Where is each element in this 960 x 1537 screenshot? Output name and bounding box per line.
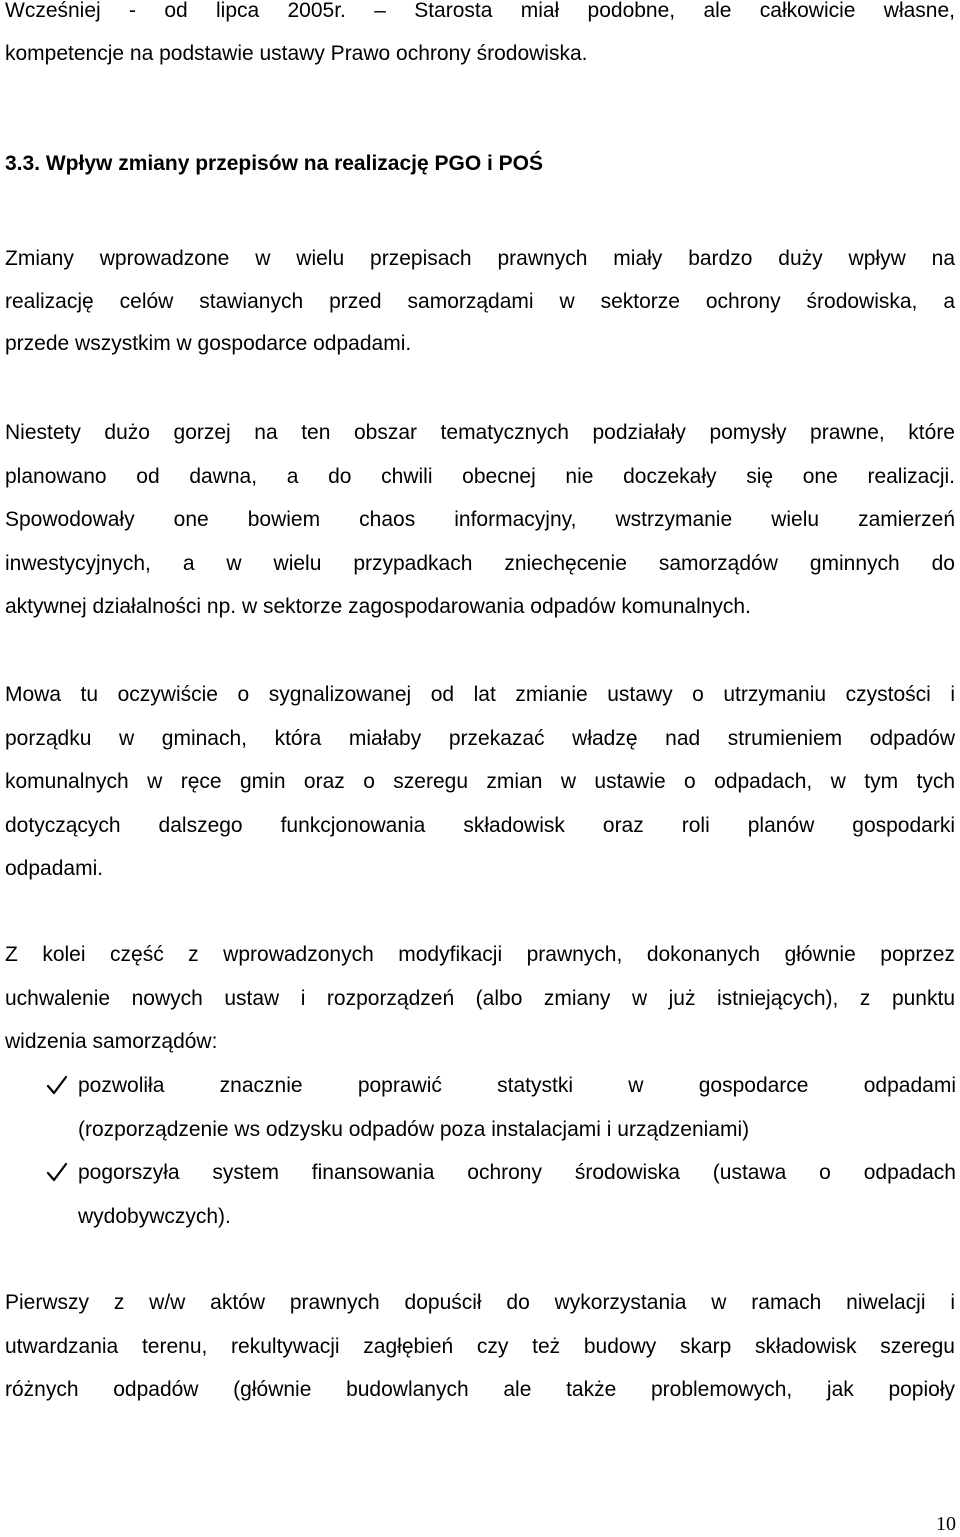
text-line: dotyczących dalszego funkcjonowania składowisk oraz roli planów gospodarki	[5, 813, 955, 837]
paragraph-4	[5, 933, 955, 1064]
paragraph-3	[5, 673, 955, 891]
text-line: pogorszyła system finansowania ochrony środowiska (ustawa o odpadach	[78, 1161, 956, 1185]
text-line: odpadami.	[5, 857, 104, 881]
text-line: porządku w gminach, która miałaby przekazać władzę nad strumieniem odpadów	[5, 726, 955, 750]
text-line: przede wszystkim w gospodarce odpadami.	[5, 332, 412, 356]
paragraph-2	[5, 411, 955, 629]
paragraph-1	[5, 238, 955, 366]
text-line: uchwalenie nowych ustaw i rozporządzeń (albo zmiany w już istniejących), z punktu	[5, 986, 955, 1010]
text-line: realizację celów stawianych przed samorządami w sektorze ochrony środowiska, a	[5, 289, 955, 313]
text-line: wydobywczych).	[78, 1204, 231, 1228]
text-line: kompetencje na podstawie ustawy Prawo ochrony środowiska.	[5, 41, 588, 65]
text-line: aktywnej działalności np. w sektorze zagospodarowania odpadów komunalnych.	[5, 595, 751, 619]
intro-paragraph	[5, 0, 955, 75]
check-list	[48, 1064, 956, 1238]
list-item	[48, 1064, 956, 1151]
section-heading: 3.3. Wpływ zmiany przepisów na realizację PGO i POŚ	[5, 152, 544, 175]
check-mark-icon	[46, 1074, 68, 1096]
text-line: Wcześniej - od lipca 2005r. – Starosta miał podobne, ale całkowicie własne,	[5, 0, 955, 22]
text-line: Spowodowały one bowiem chaos informacyjny, wstrzymanie wielu zamierzeń	[5, 508, 955, 532]
text-line: komunalnych w ręce gmin oraz o szeregu zmian w ustawie o odpadach, w tym tych	[5, 770, 955, 794]
text-line: Pierwszy z w/w aktów prawnych dopuścił do wykorzystania w ramach niwelacji i	[5, 1291, 955, 1314]
list-item	[48, 1151, 956, 1238]
paragraph-5	[5, 1281, 955, 1412]
text-line: (rozporządzenie ws odzysku odpadów poza instalacjami i urządzeniami)	[78, 1117, 750, 1141]
text-line: utwardzania terenu, rekultywacji zagłębień czy też budowy skarp składowisk szeregu	[5, 1334, 955, 1358]
text-line: Zmiany wprowadzone w wielu przepisach prawnych miały bardzo duży wpływ na	[5, 247, 955, 270]
text-line: Niestety dużo gorzej na ten obszar tematycznych podziałały pomysły prawne, które	[5, 421, 955, 444]
text-line: planowano od dawna, a do chwili obecnej nie doczekały się one realizacji.	[5, 464, 955, 488]
text-line: widzenia samorządów:	[5, 1030, 218, 1054]
text-line: Z kolei część z wprowadzonych modyfikacji prawnych, dokonanych głównie poprzez	[5, 943, 955, 966]
text-line: Mowa tu oczywiście o sygnalizowanej od lat zmianie ustawy o utrzymaniu czystości i	[5, 683, 955, 706]
text-line: różnych odpadów (głównie budowlanych ale także problemowych, jak popioły	[5, 1378, 955, 1402]
text-line: pozwoliła znacznie poprawić statystki w gospodarce odpadami	[78, 1074, 956, 1097]
text-line: inwestycyjnych, a w wielu przypadkach zniechęcenie samorządów gminnych do	[5, 551, 955, 575]
check-mark-icon	[46, 1161, 68, 1183]
page-number: 10	[936, 1513, 956, 1535]
